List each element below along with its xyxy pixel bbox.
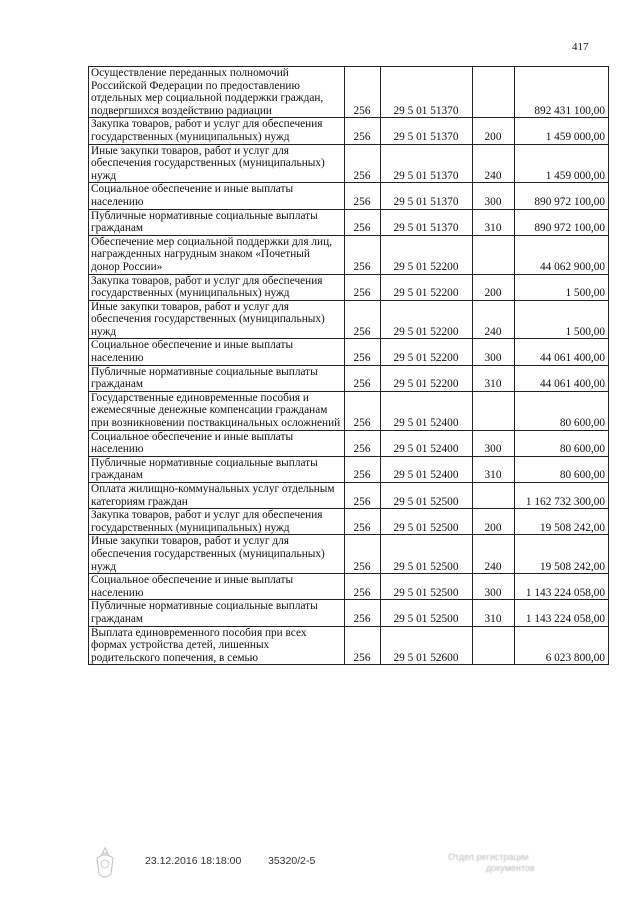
cell-target: 29 5 01 52200 [381,300,473,339]
cell-type: 300 [473,574,515,600]
cell-sum: 890 972 100,00 [515,183,609,209]
cell-sum: 1 500,00 [515,300,609,339]
cell-code: 256 [345,535,381,574]
cell-type: 300 [473,430,515,456]
cell-type [473,235,515,274]
cell-name: Иные закупки товаров, работ и услуг для обеспечения государственных (муниципальных) нужд [89,300,345,339]
cell-name: Публичные нормативные социальные выплаты гражданам [89,456,345,482]
cell-type: 310 [473,600,515,626]
cell-target: 29 5 01 51370 [381,67,473,118]
cell-sum: 1 500,00 [515,274,609,300]
cell-sum: 80 600,00 [515,430,609,456]
cell-type: 240 [473,300,515,339]
cell-code: 256 [345,274,381,300]
cell-code: 256 [345,118,381,144]
cell-name: Осуществление переданных полномочий Российской Федерации по предоставлению отдельных мер социальной поддержки граждан, подвергшихся воздействию радиации [89,67,345,118]
cell-target: 29 5 01 52200 [381,339,473,365]
cell-name: Социальное обеспечение и иные выплаты населению [89,574,345,600]
cell-name: Закупка товаров, работ и услуг для обеспечения государственных (муниципальных) нужд [89,118,345,144]
cell-type: 300 [473,339,515,365]
cell-name: Оплата жилищно-коммунальных услуг отдельным категориям граждан [89,483,345,509]
cell-target: 29 5 01 52500 [381,600,473,626]
cell-target: 29 5 01 51370 [381,209,473,235]
cell-sum: 19 508 242,00 [515,535,609,574]
cell-sum: 44 061 400,00 [515,339,609,365]
cell-target: 29 5 01 51370 [381,183,473,209]
cell-type [473,67,515,118]
cell-code: 256 [345,144,381,183]
table-row [89,300,609,339]
cell-sum: 1 143 224 058,00 [515,600,609,626]
cell-code: 256 [345,365,381,391]
table-row [89,430,609,456]
cell-code: 256 [345,430,381,456]
cell-type [473,483,515,509]
page-number: 417 [572,41,589,53]
stamp-line-1: Отдел регистрации [448,852,529,862]
table-row [89,235,609,274]
cell-name: Социальное обеспечение и иные выплаты населению [89,430,345,456]
cell-code: 256 [345,574,381,600]
cell-target: 29 5 01 51370 [381,118,473,144]
cell-name: Обеспечение мер социальной поддержки для лиц, награжденных нагрудным знаком «Почетный донор России» [89,235,345,274]
table-row [89,144,609,183]
cell-type: 310 [473,209,515,235]
cell-code: 256 [345,600,381,626]
cell-target: 29 5 01 52500 [381,535,473,574]
table-row [89,209,609,235]
cell-target: 29 5 01 52500 [381,509,473,535]
cell-target: 29 5 01 52400 [381,456,473,482]
stamp-line-2: документов [486,863,535,873]
cell-code: 256 [345,626,381,665]
footer-timestamp: 23.12.2016 18:18:00 [145,855,242,867]
registration-stamp [448,852,535,874]
cell-name: Публичные нормативные социальные выплаты гражданам [89,365,345,391]
cell-code: 256 [345,391,381,430]
cell-name: Закупка товаров, работ и услуг для обеспечения государственных (муниципальных) нужд [89,274,345,300]
table-row [89,509,609,535]
cell-name: Социальное обеспечение и иные выплаты населению [89,339,345,365]
cell-code: 256 [345,509,381,535]
table-row [89,626,609,665]
budget-table [88,66,609,665]
cell-sum: 19 508 242,00 [515,509,609,535]
cell-code: 256 [345,67,381,118]
cell-code: 256 [345,235,381,274]
cell-code: 256 [345,183,381,209]
cell-target: 29 5 01 52600 [381,626,473,665]
cell-sum: 890 972 100,00 [515,209,609,235]
cell-sum: 80 600,00 [515,456,609,482]
cell-target: 29 5 01 52200 [381,274,473,300]
table-row [89,600,609,626]
cell-sum: 6 023 800,00 [515,626,609,665]
cell-name: Закупка товаров, работ и услуг для обеспечения государственных (муниципальных) нужд [89,509,345,535]
cell-name: Публичные нормативные социальные выплаты гражданам [89,600,345,626]
cell-target: 29 5 01 51370 [381,144,473,183]
table-row [89,535,609,574]
cell-name: Выплата единовременного пособия при всех формах устройства детей, лишенных родительского попечения, в семью [89,626,345,665]
cell-target: 29 5 01 52400 [381,391,473,430]
cell-name: Государственные единовременные пособия и ежемесячные денежные компенсации гражданам при возникновении поствакцинальных осложнений [89,391,345,430]
table-row [89,574,609,600]
cell-target: 29 5 01 52400 [381,430,473,456]
cell-name: Иные закупки товаров, работ и услуг для обеспечения государственных (муниципальных) нужд [89,535,345,574]
cell-sum: 80 600,00 [515,391,609,430]
table-row [89,274,609,300]
cell-type: 200 [473,118,515,144]
cell-target: 29 5 01 52200 [381,365,473,391]
table-row [89,118,609,144]
cell-type: 300 [473,183,515,209]
emblem-icon [92,846,118,882]
cell-name: Иные закупки товаров, работ и услуг для обеспечения государственных (муниципальных) нужд [89,144,345,183]
cell-name: Социальное обеспечение и иные выплаты населению [89,183,345,209]
cell-code: 256 [345,300,381,339]
cell-code: 256 [345,339,381,365]
cell-target: 29 5 01 52500 [381,574,473,600]
cell-sum: 1 143 224 058,00 [515,574,609,600]
cell-code: 256 [345,483,381,509]
cell-type: 310 [473,365,515,391]
table-row [89,67,609,118]
cell-type: 200 [473,509,515,535]
table-row [89,483,609,509]
cell-type: 240 [473,535,515,574]
footer-doc-number: 35320/2-5 [268,855,316,867]
table-row [89,183,609,209]
budget-table-body [89,67,609,665]
cell-sum: 1 459 000,00 [515,144,609,183]
cell-target: 29 5 01 52200 [381,235,473,274]
table-row [89,456,609,482]
cell-sum: 44 061 400,00 [515,365,609,391]
cell-type [473,391,515,430]
cell-code: 256 [345,456,381,482]
cell-sum: 44 062 900,00 [515,235,609,274]
table-row [89,365,609,391]
cell-name: Публичные нормативные социальные выплаты гражданам [89,209,345,235]
table-row [89,391,609,430]
cell-target: 29 5 01 52500 [381,483,473,509]
cell-type [473,626,515,665]
cell-type: 240 [473,144,515,183]
cell-code: 256 [345,209,381,235]
cell-sum: 1 459 000,00 [515,118,609,144]
cell-type: 200 [473,274,515,300]
cell-sum: 1 162 732 300,00 [515,483,609,509]
table-row [89,339,609,365]
cell-type: 310 [473,456,515,482]
cell-sum: 892 431 100,00 [515,67,609,118]
